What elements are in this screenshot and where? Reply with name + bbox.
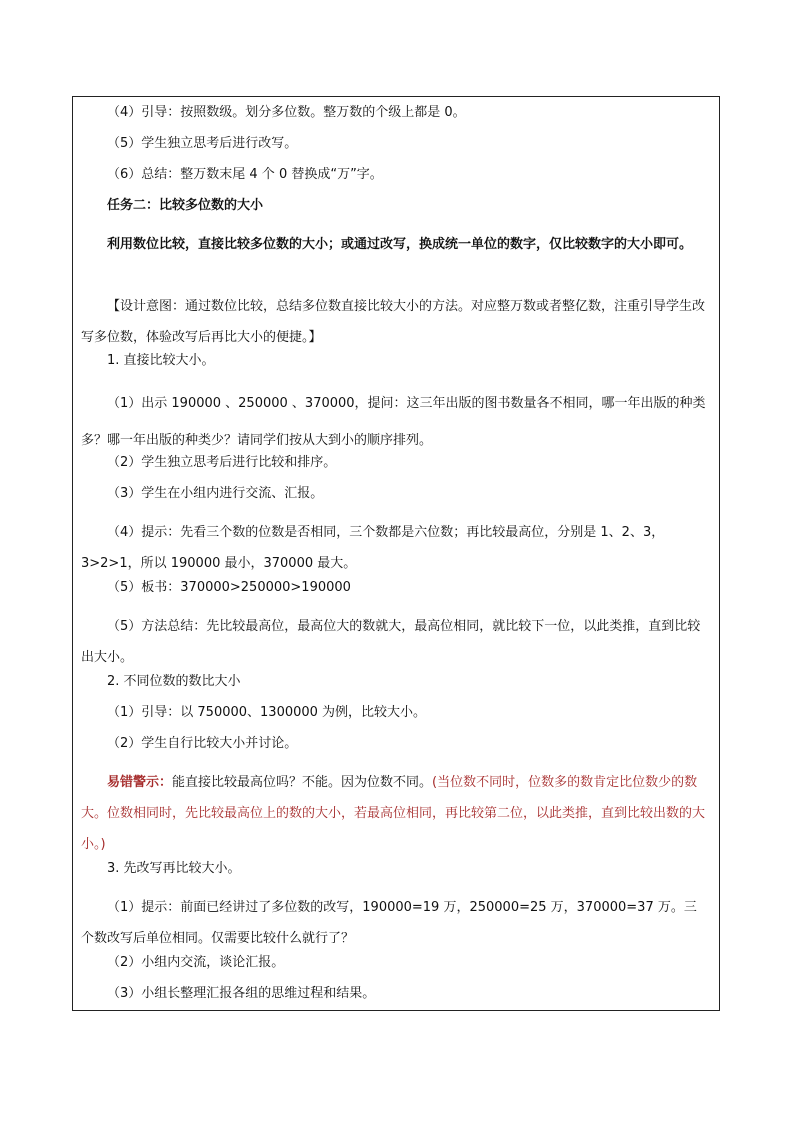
lesson-plan-box (72, 96, 720, 1011)
step-4-guide: （4）引导：按照数级。划分多位数。整万数的个级上都是 0。 (107, 105, 466, 120)
section-1-board: （5）板书：370000>250000>190000 (107, 580, 351, 595)
warning-question: 能直接比较最高位吗？不能。因为位数不同。 (172, 775, 433, 790)
step-6-summary: （6）总结：整万数末尾 4 个 0 替换成“万”字。 (107, 167, 383, 182)
section-1-method-summary: （5）方法总结：先比较最高位，最高位大的数就大，最高位相同，就比较下一位，以此类推，直到比较出大小。 (81, 619, 701, 665)
task-2-title: 任务二：比较多位数的大小 (107, 198, 264, 213)
section-1-title: 1. 直接比较大小。 (107, 353, 215, 368)
section-3-step-2: （2）小组内交流，谈论汇报。 (107, 955, 285, 970)
section-3-step-3: （3）小组长整理汇报各组的思维过程和结果。 (107, 986, 376, 1001)
step-5-rewrite: （5）学生独立思考后进行改写。 (107, 136, 298, 151)
section-3-title: 3. 先改写再比较大小。 (107, 861, 241, 876)
design-intent: 【设计意图：通过数位比较，总结多位数直接比较大小的方法。对应整万数或者整亿数，注重引导学生改写多位数，体验改写后再比大小的便捷。】 (81, 299, 706, 345)
task-2-description: 利用数位比较，直接比较多位数的大小；或通过改写，换成统一单位的数字，仅比较数字的大小即可。 (107, 237, 693, 252)
section-2-step-2: （2）学生自行比较大小并讨论。 (107, 736, 298, 751)
section-1-step-4: （4）提示：先看三个数的位数是否相同，三个数都是六位数；再比较最高位，分别是 1、2、3，3>2>1，所以 190000 最小，370000 最大。 (81, 525, 665, 571)
section-1-step-2: （2）学生独立思考后进行比较和排序。 (107, 455, 337, 470)
section-1-step-1: （1）出示 190000 、250000 、370000，提问：这三年出版的图书数量各不相同，哪一年出版的种类多？哪一年出版的种类少？请同学们按从大到小的顺序排列。 (81, 396, 706, 448)
section-3-step-1: （1）提示：前面已经讲过了多位数的改写，190000=19 万，250000=25 万，370000=37 万。三个数改写后单位相同。仅需要比较什么就行了？ (81, 900, 697, 946)
section-2-title: 2. 不同位数的数比大小 (107, 674, 241, 689)
section-2-step-1: （1）引导：以 750000、1300000 为例，比较大小。 (107, 705, 427, 720)
warning-detail: (当位数不同时，位数多的数肯定比位数少的数大。位数相同时，先比较最高位上的数的大小，若最高位相同，再比较第二位，以此类推，直到比较出数的大小。) (81, 775, 706, 852)
error-warning (81, 767, 709, 860)
warning-label: 易错警示： (107, 775, 173, 790)
section-1-step-3: （3）学生在小组内进行交流、汇报。 (107, 486, 324, 501)
